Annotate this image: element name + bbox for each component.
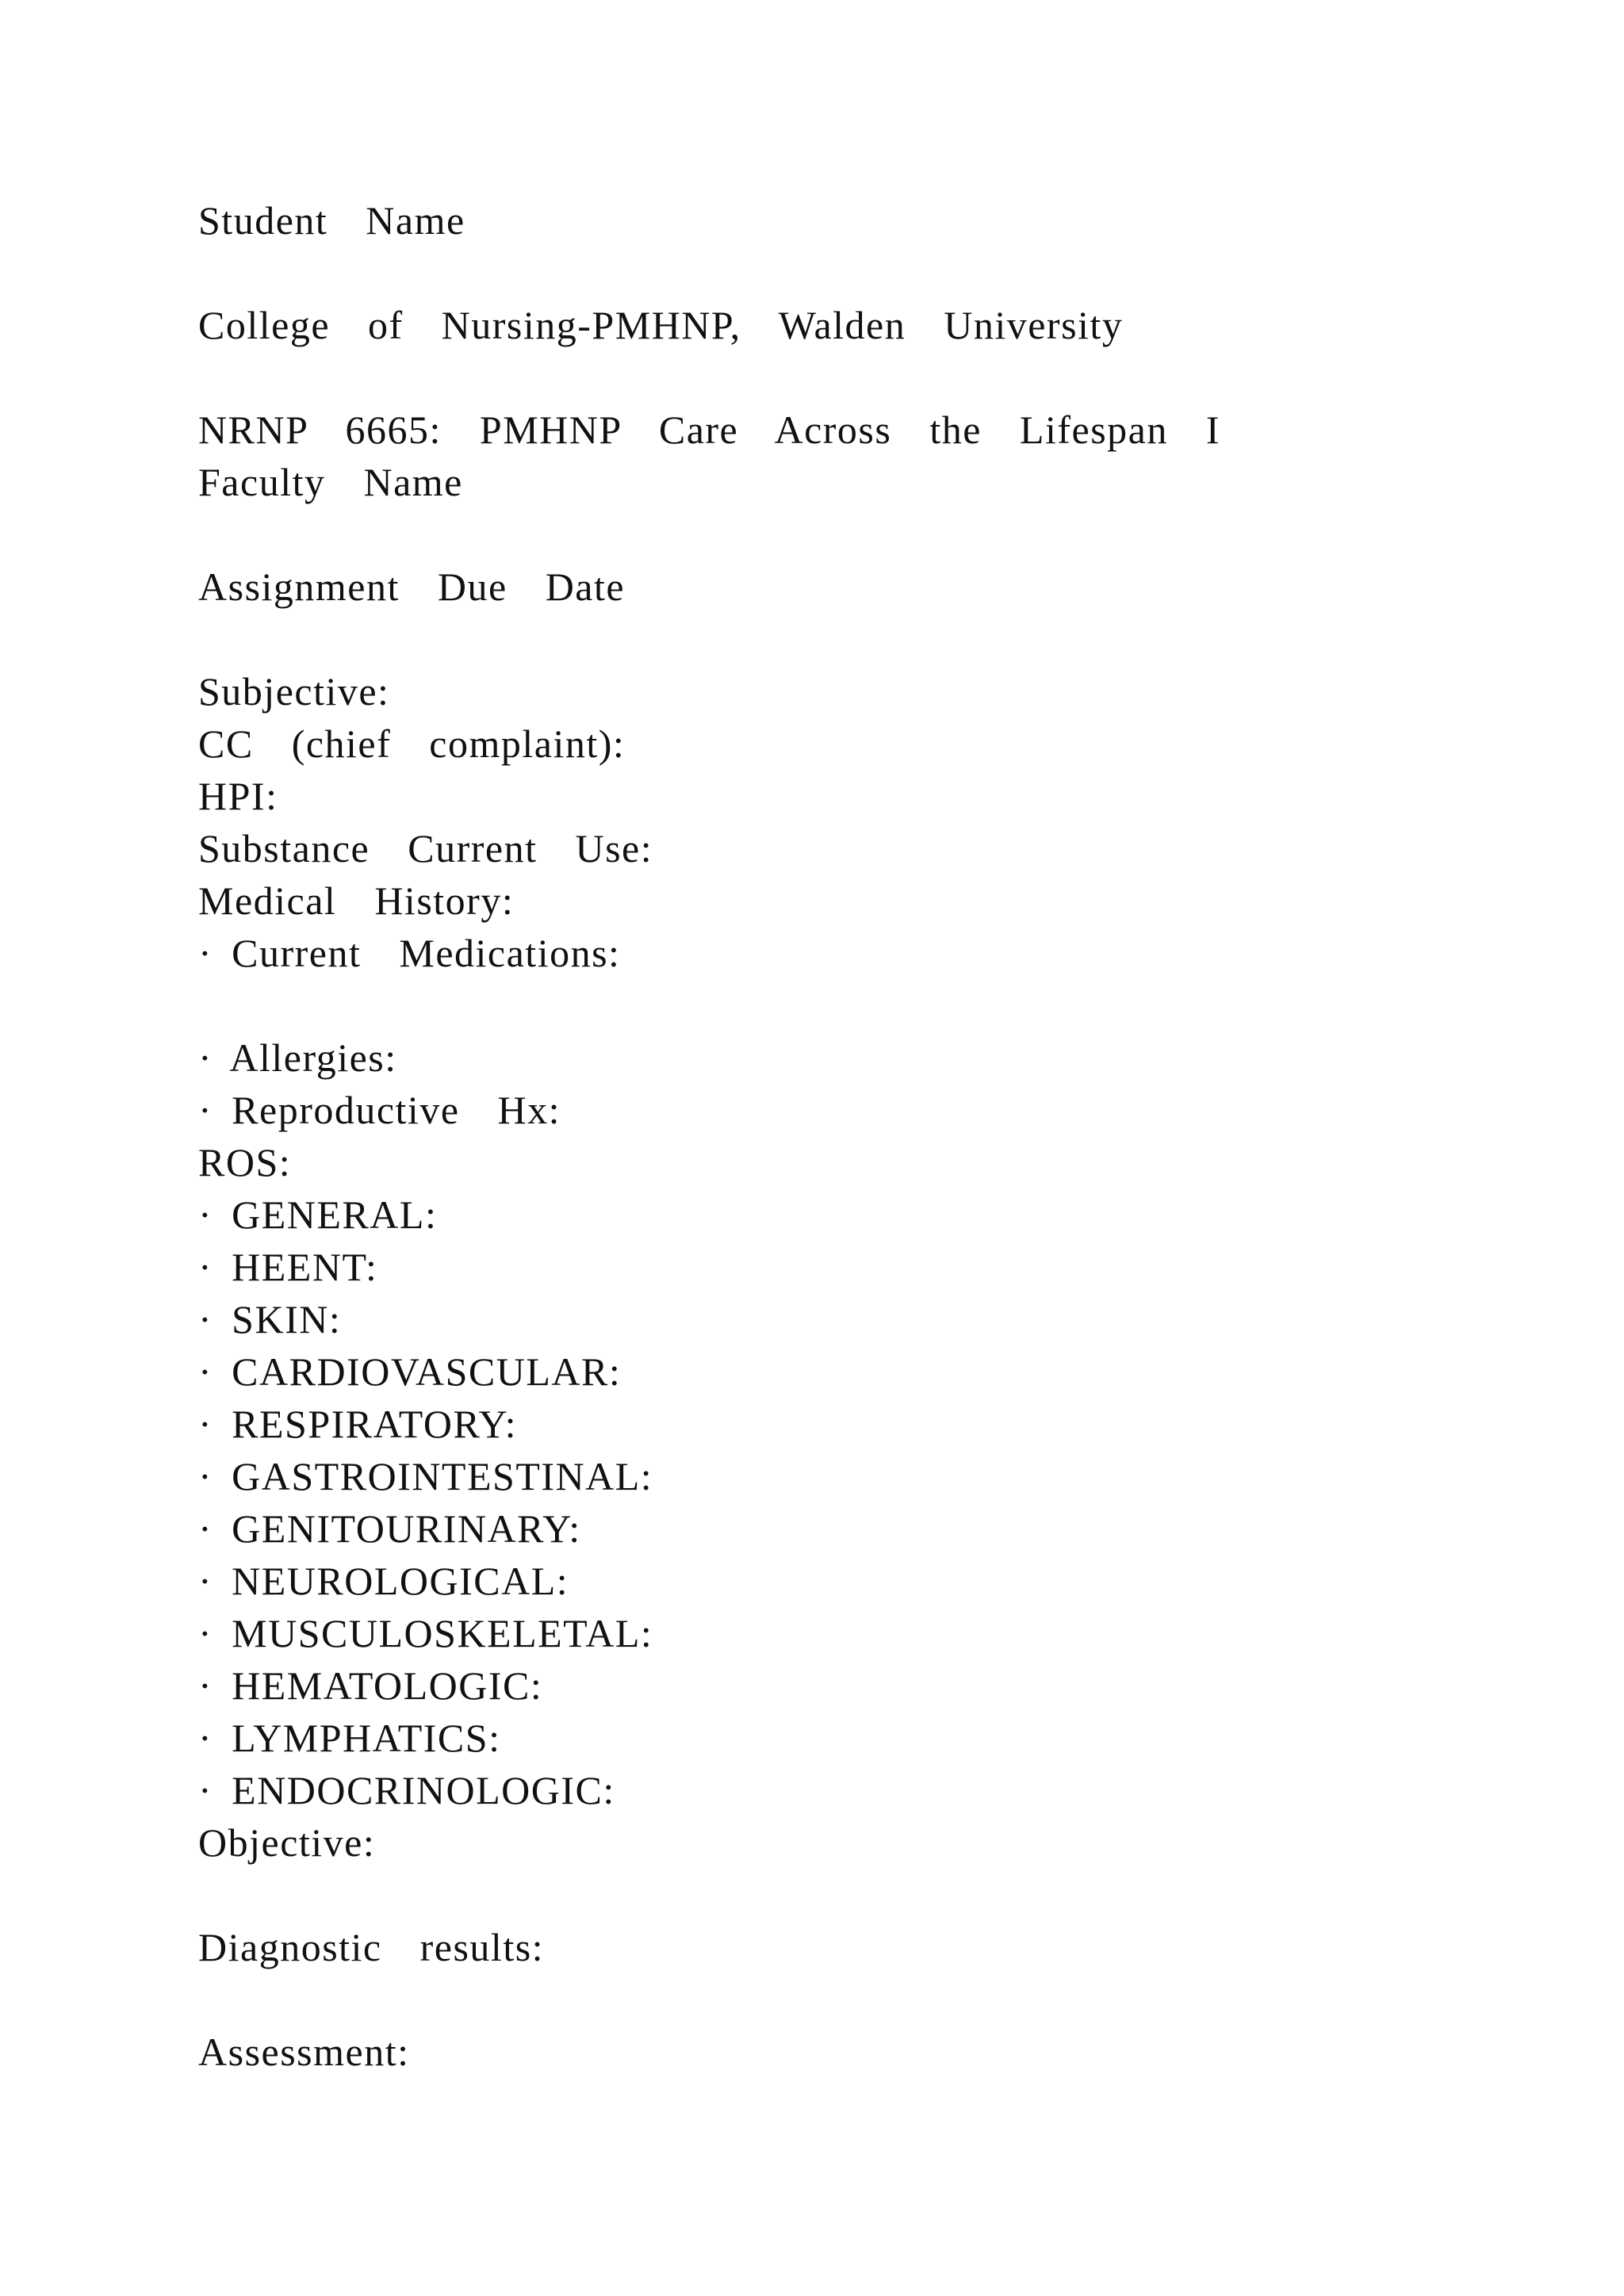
ros-item-hematologic: · HEMATOLOGIC: [198,1663,543,1708]
chief-complaint-label: CC (chief complaint): [198,721,626,766]
ros-item-general: · GENERAL: [198,1192,438,1237]
ros-item-skin: · SKIN: [198,1297,342,1341]
faculty-name: Faculty Name [198,460,463,504]
hpi-label: HPI: [198,774,278,818]
substance-use-label: Substance Current Use: [198,826,653,871]
medical-history-label: Medical History: [198,878,515,923]
ros-item-heent: · HEENT: [198,1245,378,1289]
ros-item-lymphatics: · LYMPHATICS: [198,1716,501,1760]
allergies-label: · Allergies: [198,1035,397,1080]
ros-item-cardiovascular: · CARDIOVASCULAR: [198,1349,622,1394]
diagnostic-results-heading: Diagnostic results: [198,1925,545,1969]
ros-heading: ROS: [198,1140,292,1184]
ros-item-endocrinologic: · ENDOCRINOLOGIC: [198,1768,615,1812]
assessment-heading: Assessment: [198,2030,410,2074]
ros-item-gastrointestinal: · GASTROINTESTINAL: [198,1454,653,1498]
ros-item-respiratory: · RESPIRATORY: [198,1402,517,1446]
ros-item-neurological: · NEUROLOGICAL: [198,1559,569,1603]
course-title: NRNP 6665: PMHNP Care Across the Lifespan I [198,408,1220,452]
subjective-heading: Subjective: [198,669,390,714]
current-medications-label: · Current Medications: [198,931,621,975]
reproductive-history-label: · Reproductive Hx: [198,1088,561,1132]
student-name: Student Name [198,198,465,243]
college-name: College of Nursing-PMHNP, Walden University [198,303,1124,347]
due-date: Assignment Due Date [198,564,626,609]
objective-heading: Objective: [198,1820,376,1865]
ros-item-genitourinary: · GENITOURINARY: [198,1506,581,1551]
ros-item-musculoskeletal: · MUSCULOSKELETAL: [198,1611,653,1655]
